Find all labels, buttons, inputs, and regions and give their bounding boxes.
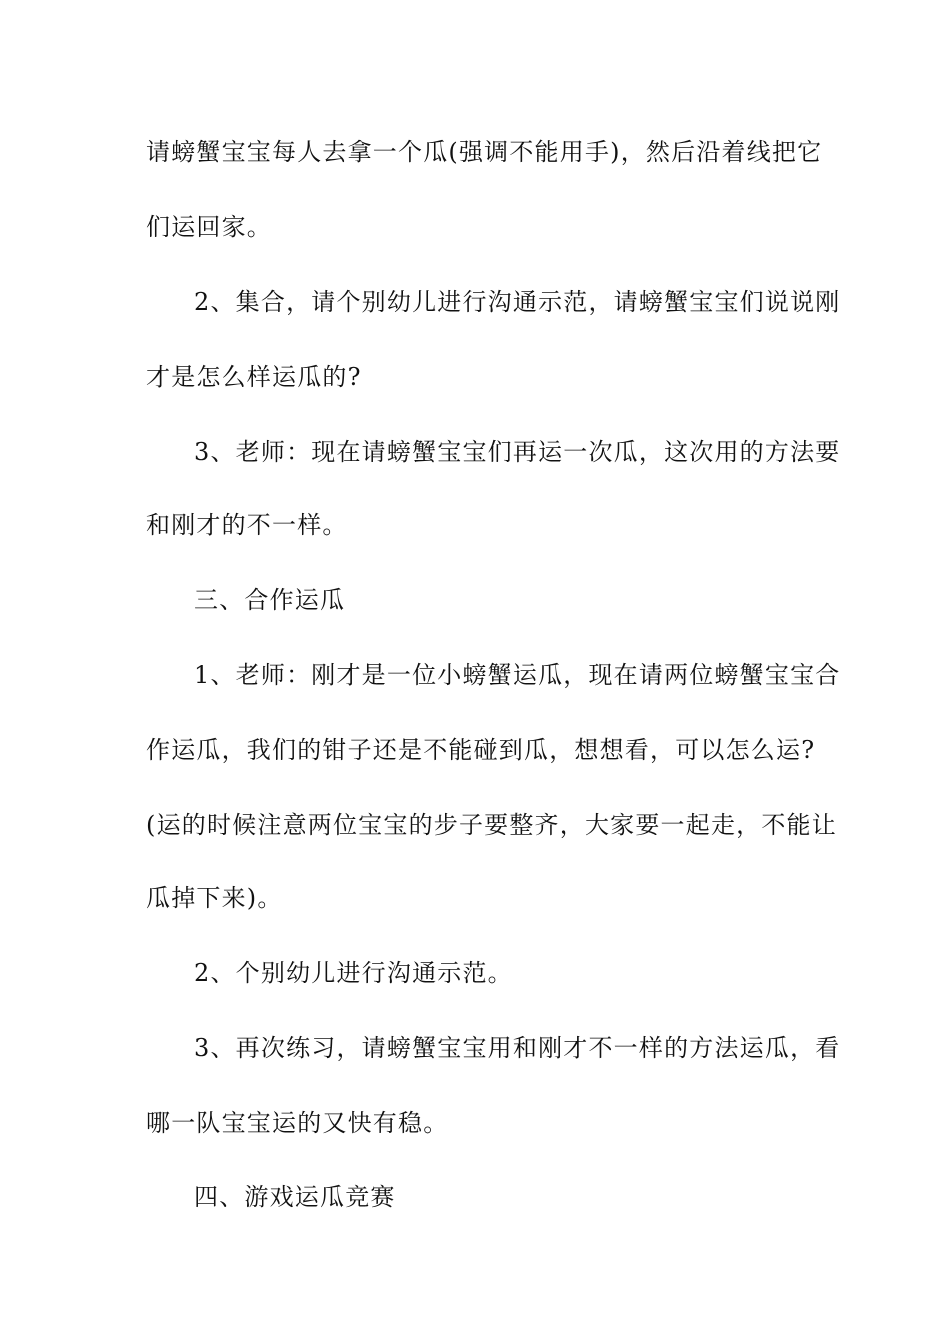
text-line: 哪一队宝宝运的又快有稳。	[146, 1109, 449, 1137]
text-line: (运的时候注意两位宝宝的步子要整齐，大家要一起走，不能让	[146, 811, 837, 839]
text-line: 作运瓜，我们的钳子还是不能碰到瓜，想想看，可以怎么运?	[146, 736, 816, 764]
text-line: 和刚才的不一样。	[146, 511, 348, 539]
text-line: 1、老师：刚才是一位小螃蟹运瓜，现在请两位螃蟹宝宝合	[194, 661, 841, 689]
text-line: 瓜掉下来)。	[146, 884, 283, 912]
section-heading: 四、游戏运瓜竞赛	[194, 1183, 396, 1211]
text-line: 才是怎么样运瓜的?	[146, 363, 362, 391]
section-heading: 三、合作运瓜	[194, 586, 346, 614]
text-line: 3、再次练习，请螃蟹宝宝用和刚才不一样的方法运瓜，看	[194, 1034, 841, 1062]
text-line: 3、老师：现在请螃蟹宝宝们再运一次瓜，这次用的方法要	[194, 438, 841, 466]
text-line: 2、个别幼儿进行沟通示范。	[194, 959, 513, 987]
text-line: 们运回家。	[146, 213, 272, 241]
text-line: 请螃蟹宝宝每人去拿一个瓜(强调不能用手)，然后沿着线把它	[146, 138, 823, 166]
text-line: 2、集合，请个别幼儿进行沟通示范，请螃蟹宝宝们说说刚	[194, 288, 841, 316]
